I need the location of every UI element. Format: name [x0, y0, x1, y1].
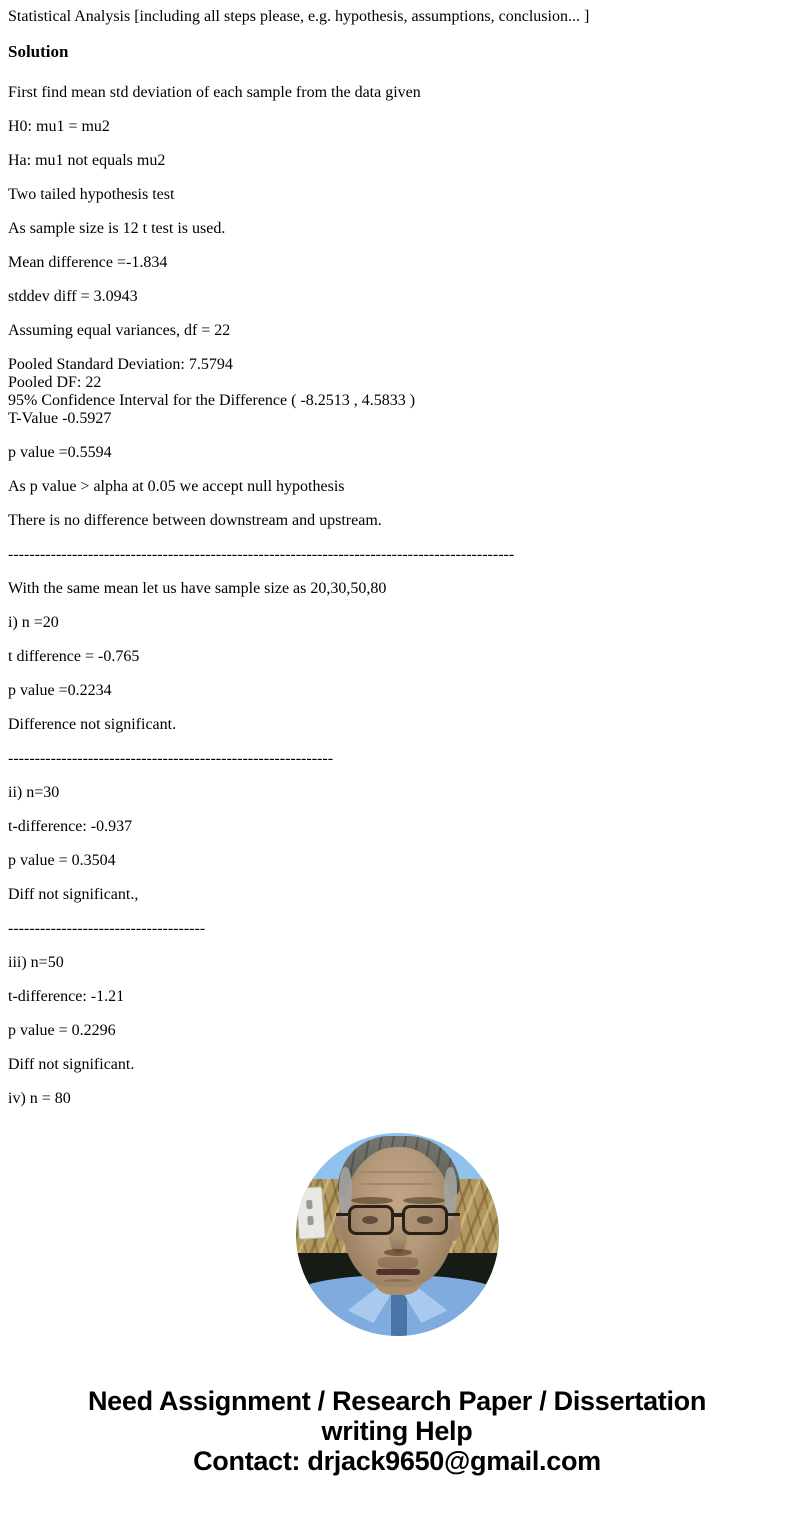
glasses-arm-left [336, 1213, 350, 1216]
part2-intro: With the same mean let us have sample size as 20,30,50,80 [8, 580, 387, 597]
case-ii-p: p value = 0.3504 [8, 852, 116, 869]
pooled-df: Pooled DF: 22 [8, 374, 102, 391]
alt-hypothesis: Ha: mu1 not equals mu2 [8, 152, 166, 169]
case-ii-result: Diff not significant., [8, 886, 139, 903]
case-ii-t: t-difference: -0.937 [8, 818, 133, 835]
equal-variances-df: Assuming equal variances, df = 22 [8, 322, 231, 339]
nostrils [384, 1249, 412, 1256]
intro-paragraph: First find mean std deviation of each sample from the data given [8, 84, 421, 101]
separator-medium: ------------------------------------------------------------- [8, 750, 334, 767]
tutor-avatar-wrapper [296, 1133, 499, 1336]
footer-contact-email: Contact: drjack9650@gmail.com [193, 1446, 601, 1476]
eye-right [417, 1216, 433, 1224]
case-i-result: Difference not significant. [8, 716, 177, 733]
pooled-sd: Pooled Standard Deviation: 7.5794 [8, 356, 233, 373]
case-ii-n: ii) n=30 [8, 784, 60, 801]
light-switch-buttons [306, 1200, 313, 1209]
case-iii-result: Diff not significant. [8, 1056, 135, 1073]
case-i-n: i) n =20 [8, 614, 59, 631]
mean-difference: Mean difference =-1.834 [8, 254, 168, 271]
separator-long: ----------------------------------------------------------------------------------------------- [8, 546, 515, 563]
eye-left [362, 1216, 378, 1224]
case-iv-n: iv) n = 80 [8, 1090, 71, 1107]
separator-short: ------------------------------------- [8, 920, 206, 937]
footer-banner [8, 1386, 786, 1476]
tutor-avatar [296, 1133, 499, 1336]
footer-heading-line2: writing Help [321, 1416, 473, 1446]
case-iii-t: t-difference: -1.21 [8, 988, 125, 1005]
sample-size-note: As sample size is 12 t test is used. [8, 220, 226, 237]
conclusion-statement: There is no difference between downstream and upstream. [8, 512, 382, 529]
eyebrow-right [403, 1197, 445, 1204]
case-i-t: t difference = -0.765 [8, 648, 140, 665]
confidence-interval: 95% Confidence Interval for the Difference ( -8.2513 , 4.5833 ) [8, 392, 416, 409]
solution-heading: Solution [8, 42, 69, 61]
decision-statement: As p value > alpha at 0.05 we accept null hypothesis [8, 478, 345, 495]
document-body [8, 8, 786, 1108]
pooled-stats-block [8, 356, 786, 428]
case-i-p: p value =0.2234 [8, 682, 112, 699]
light-switch [296, 1186, 326, 1240]
footer-heading-line1: Need Assignment / Research Paper / Dissertation [87, 1386, 707, 1416]
mustache-shadow [378, 1257, 418, 1269]
chin-crease [384, 1279, 412, 1282]
case-iii-n: iii) n=50 [8, 954, 64, 971]
question-text: Statistical Analysis [including all steps please, e.g. hypothesis, assumptions, conclusion... ] [8, 8, 590, 25]
null-hypothesis: H0: mu1 = mu2 [8, 118, 110, 135]
nose [389, 1219, 407, 1253]
glasses-bridge [391, 1213, 405, 1217]
test-type: Two tailed hypothesis test [8, 186, 175, 203]
case-iii-p: p value = 0.2296 [8, 1022, 116, 1039]
mouth [376, 1269, 420, 1275]
forehead-wrinkle [358, 1171, 438, 1173]
t-value: T-Value -0.5927 [8, 410, 112, 427]
stddev-difference: stddev diff = 3.0943 [8, 288, 138, 305]
p-value: p value =0.5594 [8, 444, 112, 461]
eyebrow-left [351, 1197, 393, 1204]
glasses-arm-right [446, 1213, 460, 1216]
forehead-wrinkle [358, 1183, 438, 1185]
